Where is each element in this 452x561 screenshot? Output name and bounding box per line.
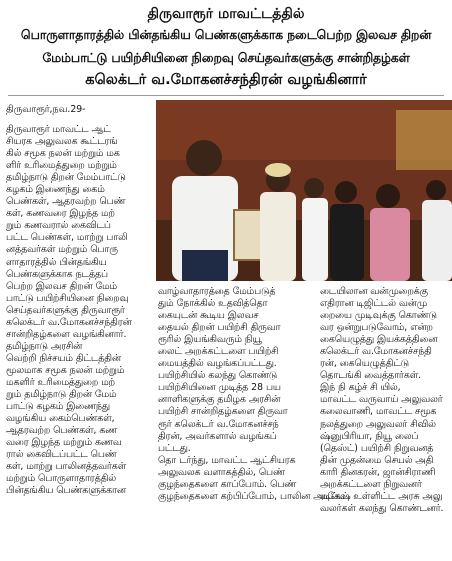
article-line: எதிரான டிஜிட்டல் வன்மு xyxy=(320,298,428,310)
article-line: தமிழ்நாடு அரசின் xyxy=(6,340,83,352)
article-line: பயிற்சி சான்றிதழ்களை திருவா xyxy=(158,406,288,418)
article-line: பாட்டு கழகம் இணைந்து xyxy=(6,401,110,413)
article-line: மாவட்ட வருவாய் அலுவலர் xyxy=(320,394,443,406)
article-line: ரன், கையெழுத்திட்டு xyxy=(320,358,409,370)
article-line: வரை இழந்த மற்றும் கணவ xyxy=(6,437,122,449)
article-line: அலுவலக வளாகத்தில், பெண் xyxy=(158,466,285,478)
article-line: தையல் திறன் பயிற்சி திருவா xyxy=(158,322,281,334)
article-line: வழங்கிய கைம்பெண்கள், xyxy=(6,413,115,425)
article-line: ளிர் உரிமைத்துறை மற்றும் xyxy=(6,160,117,172)
article-column-3 xyxy=(320,286,450,515)
article-line: னத்தவர்கள் மற்றும் பொரு xyxy=(6,244,118,256)
article-line: தின் முதன்மை செயல் அதி xyxy=(320,454,434,466)
article-line: ரால் கைவிடப்பட்ட பெண் xyxy=(6,449,117,461)
dateline: திருவாரூர்,நவ.29- xyxy=(6,104,86,115)
article-line: வர ஒன்றுபடுவோம், என்ற xyxy=(320,322,433,334)
article-line: மூலமாக சமூக நலன் மற்றும் xyxy=(6,364,125,376)
article-line: வாழ்வாதாரத்தை மேம்படுத் xyxy=(158,286,276,297)
article-line: கில் சமூக நலன் மற்றும் மக xyxy=(6,148,120,160)
article-line: கையுடன் கூடிய இலவச xyxy=(158,310,259,322)
event-photo xyxy=(156,100,452,281)
article-line: பாட்டு பயிற்சியினை நிறைவு xyxy=(6,292,129,304)
article-line: பின்தங்கிய பெண்களுக்கான xyxy=(6,485,126,497)
article-line: பயிற்சியினை முடித்த 28 பய xyxy=(158,382,281,394)
article-line: மகளிர் உரிமைத்துறை மற் xyxy=(6,376,115,388)
article-line: தமிழ்நாடு திறன் மேம்பாட்டு xyxy=(6,172,126,184)
article-line: னாளிகளுக்கு தமிழக அரசின் xyxy=(158,394,281,406)
headline-line3: மேம்பாட்டு பயிற்சியினை நிறைவு செய்தவர்களுக்கு சான்றிதழ்கள் xyxy=(42,50,410,65)
article-line: கலெக்டர் வ.மோகனச்சந்திரன் xyxy=(6,316,132,328)
article-line: கழகம் இணைந்து கைம் xyxy=(6,184,105,196)
article-column-1 xyxy=(6,124,151,497)
article-line: ஷ்னுபிரியா, நியூ லைப் xyxy=(320,430,419,442)
headline-line1: திருவாரூர் மாவட்டத்தில் xyxy=(147,6,305,22)
article-line: மற்றும் பொருளாதாரத்தில் xyxy=(6,473,116,485)
article-column-2 xyxy=(158,286,345,503)
article-line: பெண்களுக்காக நடத்தப் xyxy=(6,268,108,280)
article-line: ரூரில் இயங்கிவரும் நியூ xyxy=(158,334,262,346)
article-line: கையெழுத்து இயக்கத்தினை xyxy=(320,334,438,346)
headline-line2: பொருளாதாரத்தில் பின்தங்கிய பெண்களுக்காக நடைபெற்ற இலவச திறன் xyxy=(20,27,432,42)
article-line: மையத்தில் வழங்கப்பட்டது. xyxy=(158,358,277,370)
article-line: பட்ட பெண்கள், மாற்று பாலி xyxy=(6,232,128,244)
article-line: மகேஷ் உள்ளிட்ட அரசு அலு xyxy=(320,490,443,502)
article-line: இந் நி கழ்ச் சி யில், xyxy=(320,382,401,394)
article-line: குழந்தைகளை காப்போம். பெண் xyxy=(158,478,297,490)
article-line: (தெஸ்ட்) பயிற்சி நிறுவனத் xyxy=(320,442,434,454)
article-line: றையை முடிவுக்கு கொண்டு xyxy=(320,310,437,322)
article-line: தொ டர்ந்து, மாவட்ட ஆட்சியரக xyxy=(158,454,296,466)
article-line: சியரக அலுவலக கூட்டரங் xyxy=(6,136,118,148)
headline-line4: கலெக்டர் வ.மோகனச்சந்திரன் வழங்கினார் xyxy=(85,72,367,88)
article-line: றும் கணவரால் கைவிடப் xyxy=(6,220,111,232)
event-photo-illustration xyxy=(156,100,452,281)
article-line: செய்தவர்களுக்கு திருவாரூர் xyxy=(6,304,125,316)
article-line: றும் தமிழ்நாடு திறன் மேம் xyxy=(6,389,117,401)
headline-divider xyxy=(8,95,444,96)
article-line: சான்றிதழ்களை வழங்கினார். xyxy=(6,328,127,340)
article-line: வெற்றி நிச்சயம் திட்டத்தின் xyxy=(6,352,121,364)
article-line: தும் நோக்கில் உதவித்தொ xyxy=(158,298,268,310)
article-line: ரூர் கலெக்டர் வ.மோகனச்சந் xyxy=(158,418,279,430)
article-line: கள், கணவரை இழந்த மற் xyxy=(6,208,115,220)
article-line: டையிலான வன்முறைக்கு xyxy=(320,286,428,297)
article-line: தொடங்கி வைத்தார்கள். xyxy=(320,370,422,382)
article-line: பட்டது. xyxy=(158,442,191,454)
article-line: கள், மாற்று பாலினத்தவர்கள் xyxy=(6,461,127,473)
article-line: திருவாரூர் மாவட்ட ஆட் xyxy=(6,124,111,135)
article-line: நலத்துறை அலுவலர் சிவில் xyxy=(320,418,436,430)
article-line: ஆதரவற்ற பெண்கள், கண xyxy=(6,425,118,437)
article-line: பயிற்சியில் கலந்து கொண்டு xyxy=(158,370,278,382)
article-line: ளாதாரத்தில் பின்தங்கிய xyxy=(6,256,107,268)
article-line: அறக்கட்டளை நிறுவனர் xyxy=(320,478,422,490)
article-line: கலைவாணி, மாவட்ட சமூக xyxy=(320,406,437,418)
article-line: காரி தினகரன், ஜான்சிராணி xyxy=(320,466,436,478)
article-line: வலர்கள் கலந்து கொண்டனர். xyxy=(320,502,444,514)
article-line: பெண்கள், ஆதரவற்ற பெண் xyxy=(6,196,126,208)
article-line: திரன், அவர்களால் வழங்கப் xyxy=(158,430,277,442)
article-line: கலெக்டர் வ.மோகனச்சந்தி xyxy=(320,346,432,358)
article-line: குழந்தைகளை கற்பிப்போம், பாலின அடிப்ப xyxy=(158,490,345,502)
article-line: பெற்ற இலவச திறன் மேம் xyxy=(6,280,118,292)
article-line: லைட் அறக்கட்டளை பயிற்சி xyxy=(158,346,279,358)
